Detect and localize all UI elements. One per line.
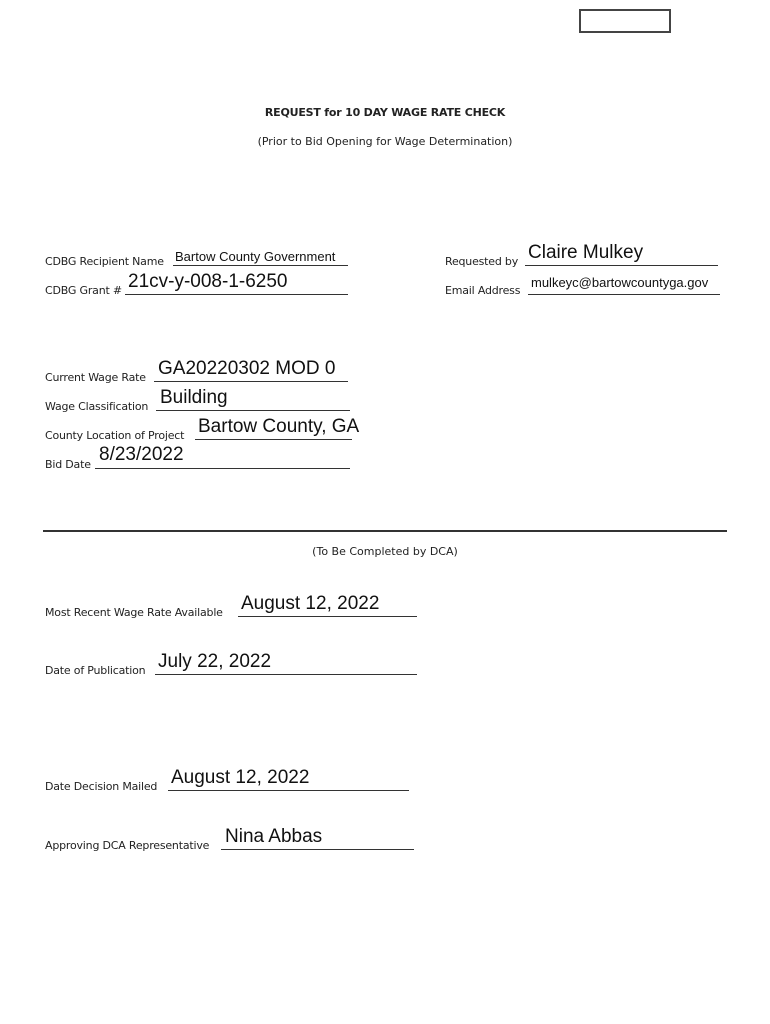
wage-rate-line: [154, 381, 348, 382]
dca-section-note: (To Be Completed by DCA): [312, 545, 458, 558]
classification-field[interactable]: [45, 385, 352, 415]
email-line: [528, 294, 720, 295]
classification-label: Wage Classification: [45, 400, 149, 413]
form-title: REQUEST for 10 DAY WAGE RATE CHECK: [264, 106, 506, 119]
county-line: [195, 439, 352, 440]
mailed-label: Date Decision Mailed: [45, 780, 158, 793]
bid-date-label: Bid Date: [45, 458, 91, 471]
classification-line: [156, 410, 350, 411]
grant-field[interactable]: [45, 269, 350, 299]
mailed-line: [168, 790, 409, 791]
county-label: County Location of Project: [45, 429, 185, 442]
form-subtitle: (Prior to Bid Opening for Wage Determination): [257, 135, 513, 148]
recipient-line: [173, 265, 348, 266]
county-value[interactable]: Bartow County, GA: [198, 416, 360, 437]
most-recent-line: [238, 616, 417, 617]
recipient-field[interactable]: [45, 240, 350, 270]
bid-date-value[interactable]: 8/23/2022: [99, 444, 184, 465]
mailed-value[interactable]: August 12, 2022: [171, 767, 310, 788]
recipient-value[interactable]: Bartow County Government: [175, 249, 336, 264]
publication-line: [155, 674, 417, 675]
most-recent-field[interactable]: [45, 591, 419, 621]
email-field[interactable]: [445, 269, 722, 299]
recipient-label: CDBG Recipient Name: [45, 255, 164, 268]
most-recent-value[interactable]: August 12, 2022: [241, 593, 380, 614]
grant-label: CDBG Grant #: [45, 284, 122, 297]
bid-date-line: [95, 468, 350, 469]
representative-label: Approving DCA Representative: [45, 839, 210, 852]
email-label: Email Address: [445, 284, 521, 297]
wage-rate-value[interactable]: GA20220302 MOD 0: [158, 358, 336, 379]
requested-by-field[interactable]: [445, 240, 720, 270]
bid-date-field[interactable]: [45, 443, 352, 473]
requested-by-line: [525, 265, 718, 266]
email-value[interactable]: mulkeyc@bartowcountyga.gov: [531, 275, 709, 290]
publication-value[interactable]: July 22, 2022: [158, 651, 272, 672]
publication-label: Date of Publication: [45, 664, 146, 677]
representative-line: [221, 849, 414, 850]
mailed-field[interactable]: [45, 765, 411, 795]
wage-rate-label: Current Wage Rate: [45, 371, 146, 384]
requested-by-value[interactable]: Claire Mulkey: [528, 242, 644, 263]
publication-field[interactable]: [45, 649, 419, 679]
form-id-box[interactable]: [579, 9, 671, 33]
most-recent-label: Most Recent Wage Rate Available: [45, 606, 223, 619]
section-divider: [43, 530, 727, 532]
requested-by-label: Requested by: [445, 255, 519, 268]
representative-field[interactable]: [45, 824, 416, 854]
classification-value[interactable]: Building: [160, 387, 228, 408]
county-field[interactable]: [45, 414, 360, 444]
wage-rate-field[interactable]: [45, 356, 350, 386]
grant-value[interactable]: 21cv-y-008-1-6250: [128, 271, 288, 292]
grant-line: [125, 294, 348, 295]
representative-value[interactable]: Nina Abbas: [225, 826, 323, 847]
